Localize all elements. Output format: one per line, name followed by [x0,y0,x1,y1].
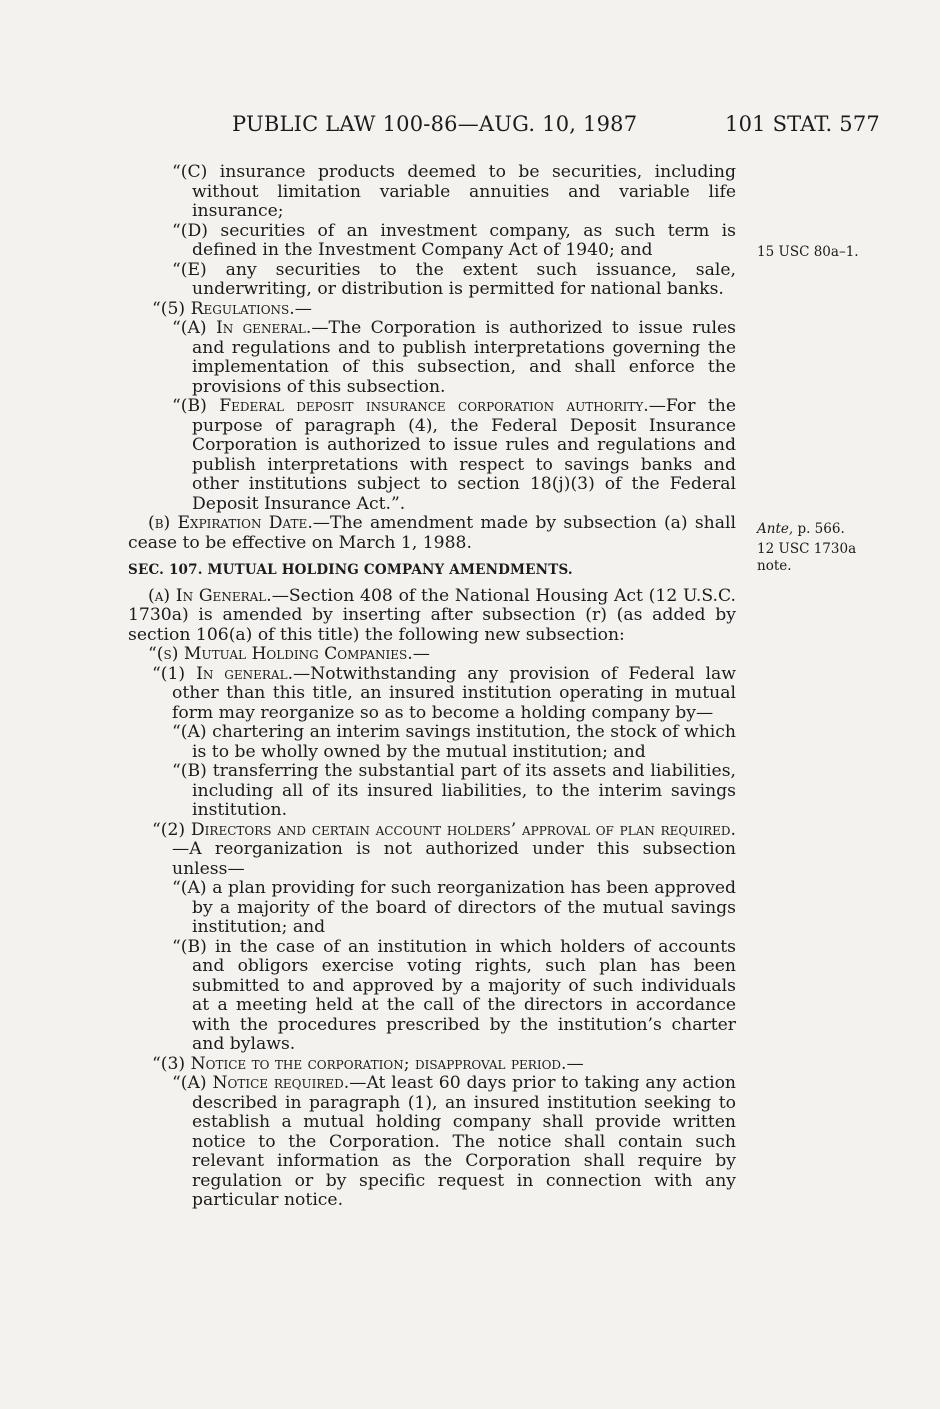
section-107-heading: SEC. 107. MUTUAL HOLDING COMPANY AMENDMENTS. [128,562,573,578]
margin-note-12-usc-line2: note. [757,558,792,574]
paragraph-s3a-notice-required [128,1074,736,1211]
paragraph-s-mutual-holding [128,645,736,665]
paragraph-5a-in-general [128,319,736,397]
paragraph-b-expiration [128,514,736,553]
text-s2: —A reorganization is not authorized under this subsection unless— [172,839,736,879]
text-5b: —For the purpose of paragraph (4), the Federal Deposit Insurance Corporation is authorized to issue rules and regulations and publish interpretations with respect to savings banks and other institutions subject to section 18(j)(3) of the Federal Deposit Insurance Act.”. [192,396,736,514]
paragraph-e-securities: “(E) any securities to the extent such issuance, sale, underwriting, or distribution is permitted for national banks. [172,259,736,299]
heading-a-in-general: (a) In General. [148,585,272,606]
text-s3a: —At least 60 days prior to taking any action described in paragraph (1), an insured institution seeking to establish a mutual holding company shall provide written notice to the Corporation. The notice shall contain such relevant information as the Corporation shall require by regulation or by specific request in connection with any particular notice. [192,1073,736,1210]
paragraph-5b-fdic-authority [128,397,736,514]
paragraph-s2a: “(A) a plan providing for such reorganization has been approved by a majority of the board of directors of the mutual savings institution; and [172,878,736,937]
heading-s3: “(3) Notice to the corporation; disapproval period.— [152,1053,584,1074]
margin-note-ante [757,521,867,538]
heading-5b: “(B) Federal deposit insurance corporation authority. [172,396,649,416]
heading-s1: “(1) In general. [152,663,294,684]
running-title: PUBLIC LAW 100-86—AUG. 10, 1987 [232,112,638,136]
margin-note-ante-page: p. 566. [793,521,845,537]
paragraph-s1b: “(B) transferring the substantial part of its assets and liabilities, including all of its insured liabilities, to the interim savings institution. [172,761,736,820]
paragraph-s1a: “(A) chartering an interim savings institution, the stock of which is to be wholly owned by the mutual institution; and [172,722,736,762]
margin-note-12-usc [757,541,867,575]
statute-page-number: 101 STAT. 577 [725,112,880,136]
margin-note-15-usc: 15 USC 80a–1. [757,244,859,260]
paragraph-s1-in-general [128,665,736,724]
paragraph-s2b: “(B) in the case of an institution in which holders of accounts and obligors exercise voting rights, such plan has been submitted to and approved by a majority of such individuals at a meeting held at the call of the directors in accordance with the procedures prescribed by the institution’s charter and bylaws. [172,936,736,1054]
heading-5-regulations: “(5) Regulations.— [152,298,312,319]
heading-s-mutual-holding: “(s) Mutual Holding Companies.— [148,644,430,664]
margin-note-ante-label: Ante, [757,521,794,537]
text-5a: —The Corporation is authorized to issue rules and regulations and to publish interpretations governing the implementation of this subsection, and shall enforce the provisions of this subsection. [192,318,736,397]
paragraph-5-regulations [128,300,736,320]
document-body [128,163,736,1211]
text-a-in-general: —Section 408 of the National Housing Act (12 U.S.C. 1730a) is amended by inserting after subsection (r) (as added by section 106(a) of this title) the following new subsection: [128,585,736,645]
paragraph-s2-approval [128,821,736,880]
text-b-expiration: —The amendment made by subsection (a) shall cease to be effective on March 1, 1988. [128,513,736,553]
heading-b-expiration: (b) Expiration Date. [148,513,313,533]
paragraph-c-insurance: “(C) insurance products deemed to be securities, including without limitation variable annuities and variable life insurance; [172,162,736,221]
paragraph-d-securities: “(D) securities of an investment company, as such term is defined in the Investment Company Act of 1940; and [172,220,736,260]
text-s1: —Notwithstanding any provision of Federal law other than this title, an insured institution operating in mutual form may reorganize so as to become a holding company by— [172,663,737,723]
heading-s2: “(2) Directors and certain account holders’ approval of plan required. [152,819,736,840]
paragraph-a-in-general [128,587,736,646]
margin-note-12-usc-line1: 12 USC 1730a [757,541,857,557]
heading-5a: “(A) In general. [172,318,312,338]
heading-s3a: “(A) Notice required. [172,1073,350,1093]
paragraph-s3-notice [128,1055,736,1075]
